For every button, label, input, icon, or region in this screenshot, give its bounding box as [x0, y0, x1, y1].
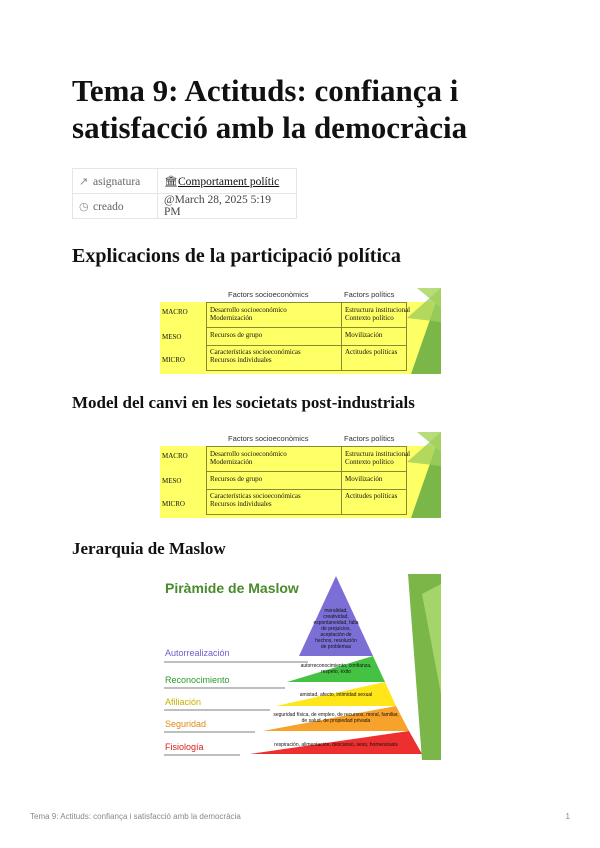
property-row-asignatura [73, 169, 297, 194]
cell-micro-socio: Características socioeconómicas Recursos individuales [210, 348, 301, 364]
level-micro: MICRO [162, 500, 185, 508]
green-decoration [407, 288, 441, 374]
factors-table-image [160, 432, 441, 518]
cell-meso-politic: Movilización [345, 331, 383, 339]
property-key: ◷ creado [73, 194, 158, 219]
level-meso: MESO [162, 333, 182, 341]
label-reconocimiento: Reconocimiento [165, 675, 230, 685]
col-header-socio: Factors socioeconòmics [228, 290, 309, 299]
desc-afiliacion: amistad, afecto, intimidad sexual [299, 692, 373, 698]
page-number: 1 [565, 812, 570, 821]
label-autorrealizacion: Autorrealización [165, 648, 230, 658]
properties-table [72, 168, 297, 219]
cell-micro-politic: Actitudes políticas [345, 348, 398, 356]
cell-meso-socio: Recursos de grupo [210, 331, 263, 339]
level-macro: MACRO [162, 308, 188, 316]
desc-reconocimiento: autorreconocimiento, confianza, respeto, éxito [300, 663, 372, 675]
factors-table-image [160, 288, 441, 374]
label-seguridad: Seguridad [165, 719, 207, 729]
clock-icon: ◷ [79, 200, 89, 213]
cell-macro-politic: Estructura institucional Contexto político [345, 306, 411, 322]
desc-autorrealizacion: moralidad, creatividad, espontaneidad, falta de prejuicios, aceptación de hechos, resolución de problemas [313, 608, 359, 650]
label-fisiologia: Fisiología [165, 742, 204, 752]
property-value[interactable] [158, 169, 297, 194]
cell-meso-politic: Movilización [345, 475, 383, 483]
property-key: ↗ asignatura [73, 169, 158, 194]
cell-meso-socio: Recursos de grupo [210, 475, 263, 483]
green-decoration [407, 432, 441, 518]
pyramid-title: Piràmide de Maslow [165, 580, 299, 596]
col-header-politic: Factors polítics [344, 434, 395, 443]
label-afiliacion: Afiliación [165, 697, 202, 707]
level-micro: MICRO [162, 356, 185, 364]
property-row-creado [73, 194, 297, 219]
section-heading-maslow: Jerarquia de Maslow [72, 539, 226, 558]
property-value: @March 28, 2025 5:19 PM [158, 194, 297, 219]
subject-link[interactable]: Comportament polític [178, 175, 280, 188]
section-heading-participacio: Explicacions de la participació política [72, 245, 401, 267]
cell-macro-socio: Desarrollo socioeconómico Modernización [210, 306, 287, 322]
arrow-up-right-icon: ↗ [79, 175, 89, 188]
bank-icon: 🏛 [164, 175, 178, 188]
level-meso: MESO [162, 477, 182, 485]
maslow-pyramid-image [160, 574, 441, 760]
page-title: Tema 9: Actituds: confiança i satisfacció amb la democràcia [72, 73, 468, 145]
desc-fisiologia: respiración, alimentación, descanso, sexo, homeostasis [274, 742, 398, 748]
section-heading-model: Model del canvi en les societats post-industrials [72, 393, 415, 412]
col-header-politic: Factors polítics [344, 290, 395, 299]
footer-title: Tema 9: Actituds: confiança i satisfacció amb la democràcia [30, 812, 241, 821]
level-macro: MACRO [162, 452, 188, 460]
cell-micro-socio: Características socioeconómicas Recursos individuales [210, 492, 301, 508]
desc-seguridad: seguridad física, de empleo, de recursos, moral, familiar, de salud, de propiedad privada [273, 712, 399, 724]
cell-macro-socio: Desarrollo socioeconómico Modernización [210, 450, 287, 466]
col-header-socio: Factors socioeconòmics [228, 434, 309, 443]
cell-micro-politic: Actitudes políticas [345, 492, 398, 500]
cell-macro-politic: Estructura institucional Contexto político [345, 450, 411, 466]
